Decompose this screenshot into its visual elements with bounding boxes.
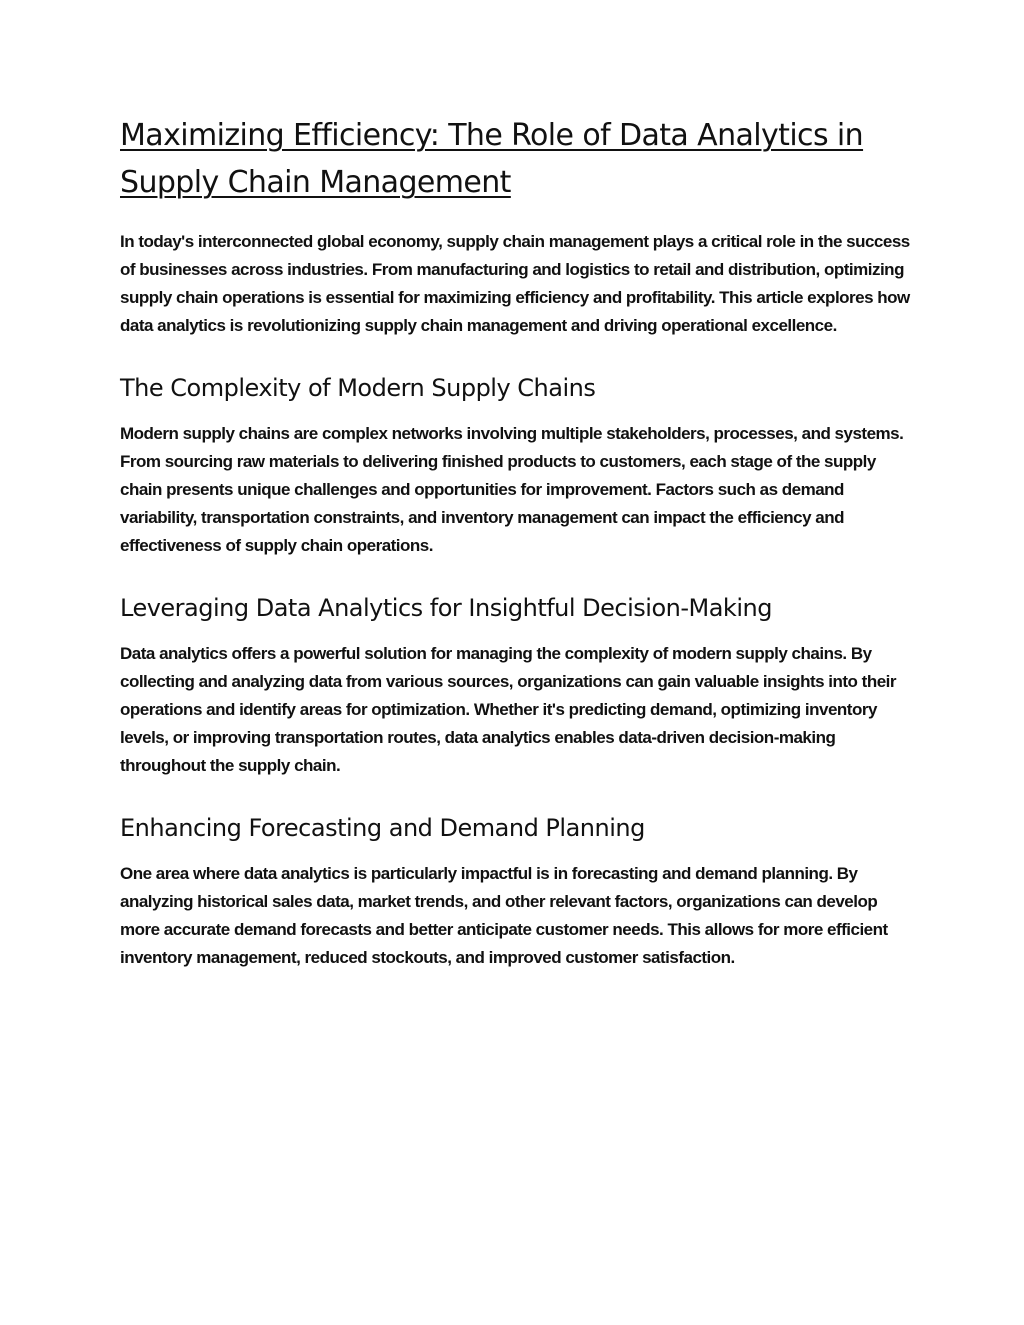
section-complexity xyxy=(120,368,910,560)
section-body: Modern supply chains are complex networks involving multiple stakeholders, processes, and systems. From sourcing raw materials to delivering finished products to customers, each stage of the supply chain presents unique challenges and opportunities for improvement. Factors such as demand variability, transportation constraints, and inventory management can impact the efficiency and effectiveness of supply chain operations. xyxy=(120,424,904,555)
document-title: Maximizing Efficiency: The Role of Data Analytics in Supply Chain Management xyxy=(120,118,864,200)
section-body: Data analytics offers a powerful solution for managing the complexity of modern supply chains. By collecting and analyzing data from various sources, organizations can gain valuable insights into their operations and identify areas for optimization. Whether it's predicting demand, optimizing inventory levels, or improving transportation routes, data analytics enables data-driven decision-making throughout the supply chain. xyxy=(120,644,897,775)
section-heading: Enhancing Forecasting and Demand Planning xyxy=(120,814,645,842)
section-forecasting xyxy=(120,808,910,972)
section-heading: The Complexity of Modern Supply Chains xyxy=(120,374,596,402)
section-data-analytics xyxy=(120,588,910,780)
intro-paragraph: In today's interconnected global economy, supply chain management plays a critical role in the success of businesses across industries. From manufacturing and logistics to retail and distribution, optimizing supply chain operations is essential for maximizing efficiency and profitability. This article explores how data analytics is revolutionizing supply chain management and driving operational excellence. xyxy=(120,232,910,335)
document-page xyxy=(120,112,910,972)
section-heading: Leveraging Data Analytics for Insightful Decision-Making xyxy=(120,594,772,622)
section-body: One area where data analytics is particularly impactful is in forecasting and demand planning. By analyzing historical sales data, market trends, and other relevant factors, organizations can develop more accurate demand forecasts and better anticipate customer needs. This allows for more efficient inventory management, reduced stockouts, and improved customer satisfaction. xyxy=(120,864,888,967)
